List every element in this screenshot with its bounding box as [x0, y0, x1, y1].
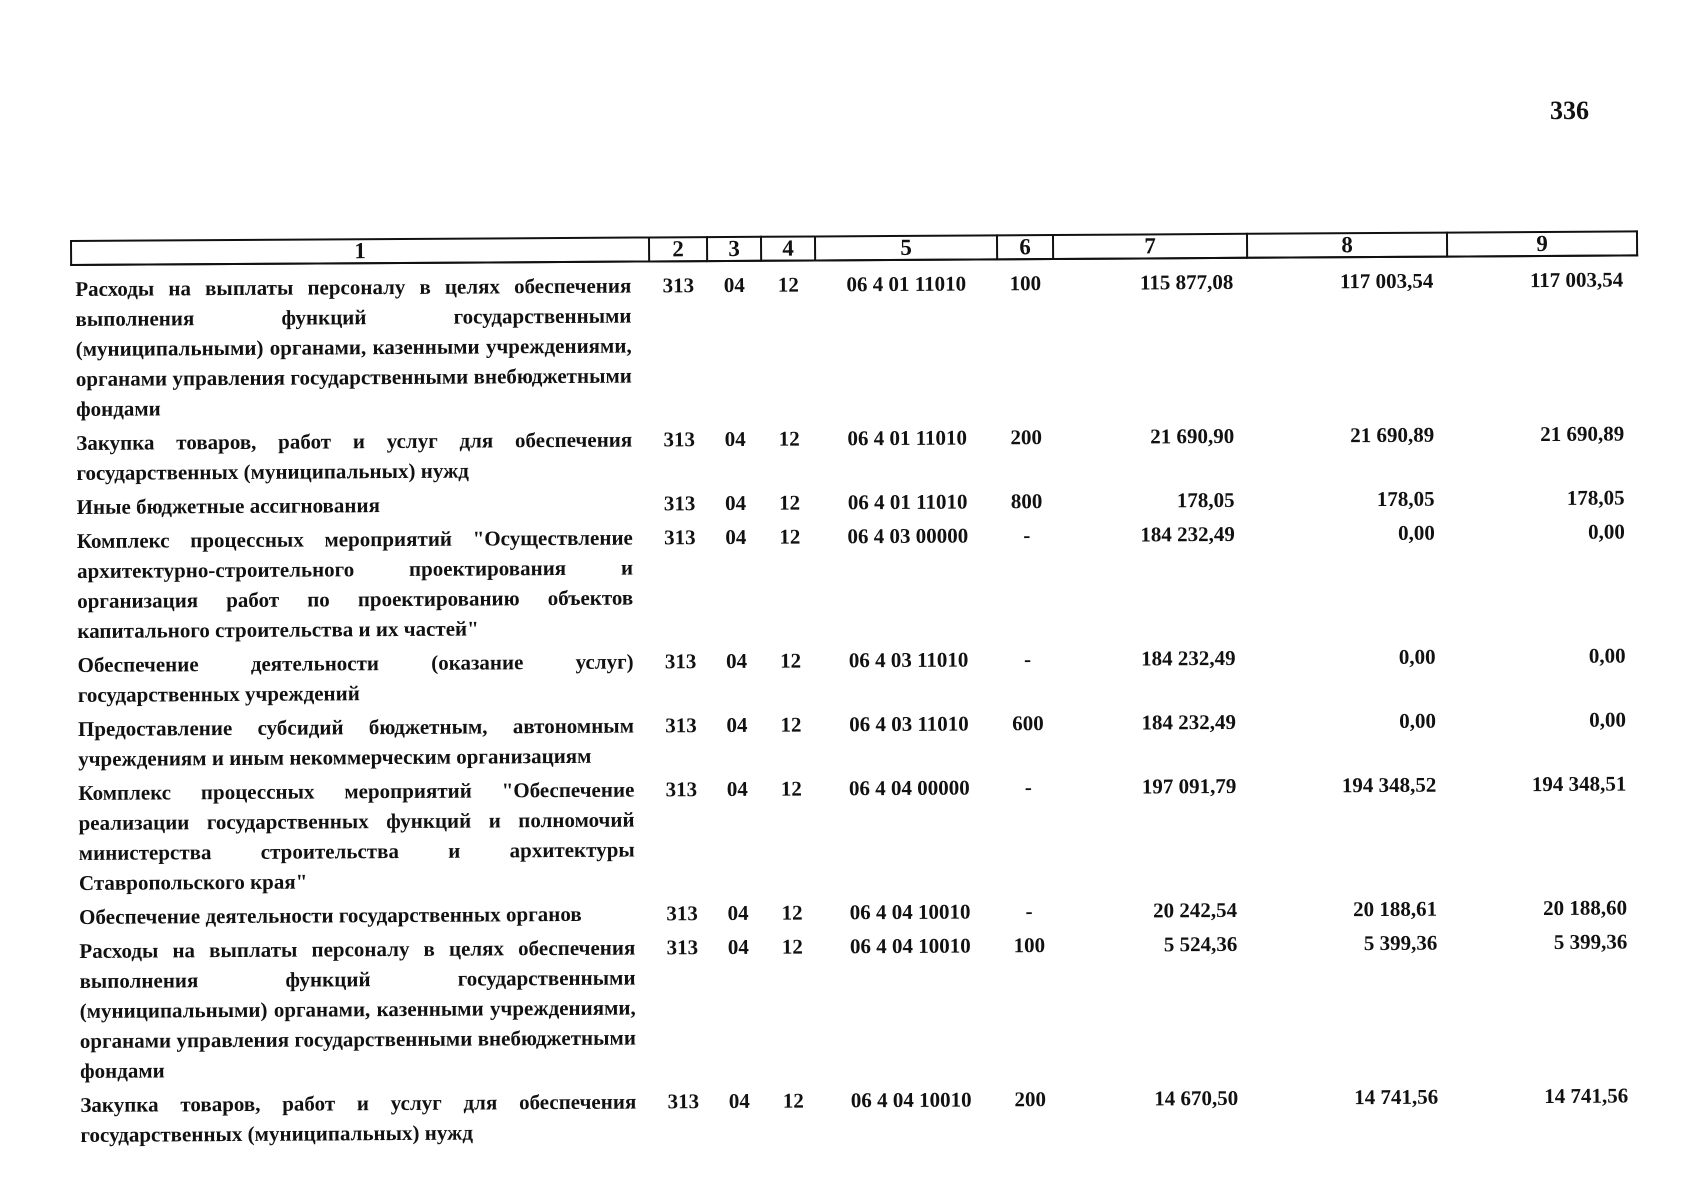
row-col-7: 184 232,49	[1141, 709, 1237, 735]
row-name: Обеспечение деятельности (оказание услуг) государственных учреждений	[77, 649, 634, 707]
row-name: Закупка товаров, работ и услуг для обеспечения государственных (муниципальных) нужд	[76, 427, 633, 485]
row-col-6: 800	[1010, 489, 1043, 514]
row-col-2: 313	[665, 777, 698, 802]
row-col-5: 06 4 01 11010	[846, 271, 967, 297]
header-col-7: 7	[1053, 234, 1247, 259]
row-col-3: 04	[727, 900, 749, 925]
row-name: Закупка товаров, работ и услуг для обеспечения государственных (муниципальных) нужд	[80, 1089, 637, 1147]
row-col-4: 12	[778, 426, 800, 451]
row-col-6: -	[1024, 647, 1032, 672]
table-row	[73, 514, 1640, 648]
row-col-4: 12	[780, 776, 802, 801]
row-col-9: 14 741,56	[1544, 1083, 1629, 1109]
row-name: Расходы на выплаты персоналу в целях обеспечения выполнения функций государственными (муниципальными) органами, казенными учреждениями, органами управления государственными внебюджетными фондами	[79, 935, 636, 1083]
row-col-4: 12	[779, 524, 801, 549]
header-col-8: 8	[1247, 233, 1447, 258]
row-col-4: 12	[782, 1088, 804, 1113]
row-col-8: 117 003,54	[1339, 268, 1434, 294]
row-col-6: 600	[1012, 711, 1044, 736]
row-col-4: 12	[781, 900, 803, 925]
table-row	[73, 638, 1639, 712]
header-col-3: 3	[707, 237, 761, 261]
row-col-2: 313	[667, 1089, 700, 1114]
row-col-6: -	[1024, 775, 1032, 800]
row-col-3: 04	[726, 648, 748, 673]
row-col-9: 178,05	[1566, 485, 1625, 510]
row-col-8: 194 348,52	[1341, 772, 1437, 798]
row-col-2: 313	[664, 649, 697, 674]
row-col-7: 197 091,79	[1141, 773, 1237, 799]
row-col-8: 0,00	[1397, 520, 1435, 545]
row-col-6: 200	[1010, 425, 1043, 450]
row-col-8: 14 741,56	[1354, 1084, 1439, 1110]
row-col-7: 14 670,50	[1154, 1085, 1239, 1111]
row-col-8: 178,05	[1376, 486, 1435, 512]
header-col-6: 6	[997, 235, 1053, 259]
row-col-5: 06 4 03 00000	[847, 523, 969, 549]
row-col-6: 100	[1009, 271, 1042, 296]
row-col-9: 194 348,51	[1531, 771, 1627, 797]
row-col-4: 12	[777, 272, 799, 297]
header-col-5: 5	[815, 235, 997, 260]
row-col-9: 0,00	[1587, 519, 1625, 544]
row-col-3: 04	[727, 934, 749, 959]
row-col-5: 06 4 01 11010	[847, 425, 968, 451]
row-col-3: 04	[726, 776, 748, 801]
row-col-4: 12	[780, 648, 802, 673]
row-col-8: 5 399,36	[1363, 930, 1438, 956]
row-col-8: 0,00	[1398, 644, 1436, 669]
table-row	[74, 766, 1641, 900]
header-col-2: 2	[649, 237, 707, 261]
row-col-8: 20 188,61	[1353, 896, 1438, 922]
row-col-6: -	[1025, 899, 1033, 924]
table-row	[75, 924, 1642, 1088]
row-col-4: 12	[780, 712, 802, 737]
row-col-5: 06 4 04 10010	[849, 933, 971, 959]
row-name: Предоставление субсидий бюджетным, автономным учреждениям и иным некоммерческим организациям	[77, 713, 635, 771]
table-row	[72, 416, 1638, 490]
row-col-5: 06 4 04 10010	[849, 899, 971, 925]
row-col-8: 0,00	[1399, 708, 1437, 733]
row-col-9: 5 399,36	[1553, 929, 1628, 954]
table-row	[74, 702, 1640, 776]
row-col-4: 12	[781, 934, 803, 959]
budget-table	[70, 230, 1644, 1152]
row-col-6: -	[1023, 523, 1031, 548]
row-col-3: 04	[725, 524, 747, 550]
row-col-3: 04	[723, 272, 745, 298]
row-name: Обеспечение деятельности государственных органов	[79, 901, 582, 929]
row-col-7: 184 232,49	[1141, 645, 1236, 671]
row-col-2: 313	[665, 713, 697, 738]
row-col-4: 12	[779, 490, 801, 515]
row-col-5: 06 4 04 10010	[850, 1087, 972, 1113]
row-col-7: 21 690,90	[1150, 423, 1235, 449]
row-name: Расходы на выплаты персоналу в целях обеспечения выполнения функций государственными (муниципальными) органами, казенными учреждениями, органами управления государственными внебюджетными фондами	[75, 273, 632, 421]
row-col-5: 06 4 03 11010	[848, 647, 969, 673]
row-col-2: 313	[664, 525, 696, 550]
table-row	[76, 1078, 1642, 1152]
row-col-5: 06 4 03 11010	[849, 711, 969, 737]
row-col-6: 200	[1014, 1087, 1047, 1112]
row-name: Комплекс процессных мероприятий "Обеспечение реализации государственных функций и полномочий министерства строительства и архитектуры Ставропольского края"	[78, 777, 635, 895]
row-col-2: 313	[662, 273, 695, 298]
row-col-9: 20 188,60	[1543, 895, 1628, 921]
row-col-6: 100	[1013, 933, 1046, 958]
header-col-1: 1	[71, 237, 649, 265]
row-col-9: 0,00	[1588, 643, 1626, 668]
row-col-3: 04	[726, 712, 748, 737]
row-col-7: 5 524,36	[1163, 931, 1238, 957]
row-col-2: 313	[663, 427, 696, 452]
row-col-8: 21 690,89	[1350, 422, 1435, 448]
row-name: Комплекс процессных мероприятий "Осуществление архитектурно-строительного проектирования и организация работ по проектированию объектов капитального строительства и их частей"	[76, 525, 634, 643]
row-col-3: 04	[728, 1088, 750, 1113]
row-col-9: 21 690,89	[1540, 421, 1625, 447]
page-number: 336	[1550, 96, 1589, 125]
row-name: Иные бюджетные ассигнования	[76, 493, 380, 519]
row-col-9: 117 003,54	[1529, 267, 1624, 293]
row-col-5: 06 4 01 11010	[847, 489, 968, 515]
table-row	[71, 255, 1638, 426]
row-col-3: 04	[725, 490, 747, 516]
row-col-7: 20 242,54	[1153, 897, 1238, 923]
row-col-2: 313	[666, 935, 699, 960]
row-col-7: 184 232,49	[1140, 521, 1235, 547]
row-col-9: 0,00	[1589, 707, 1627, 732]
row-col-7: 115 877,08	[1139, 269, 1234, 295]
row-col-7: 178,05	[1176, 487, 1235, 513]
row-col-2: 313	[666, 901, 698, 926]
row-col-5: 06 4 04 00000	[848, 775, 970, 801]
row-col-3: 04	[724, 426, 746, 452]
header-col-4: 4	[761, 236, 815, 260]
header-col-9: 9	[1447, 231, 1637, 256]
row-col-2: 313	[663, 491, 696, 516]
